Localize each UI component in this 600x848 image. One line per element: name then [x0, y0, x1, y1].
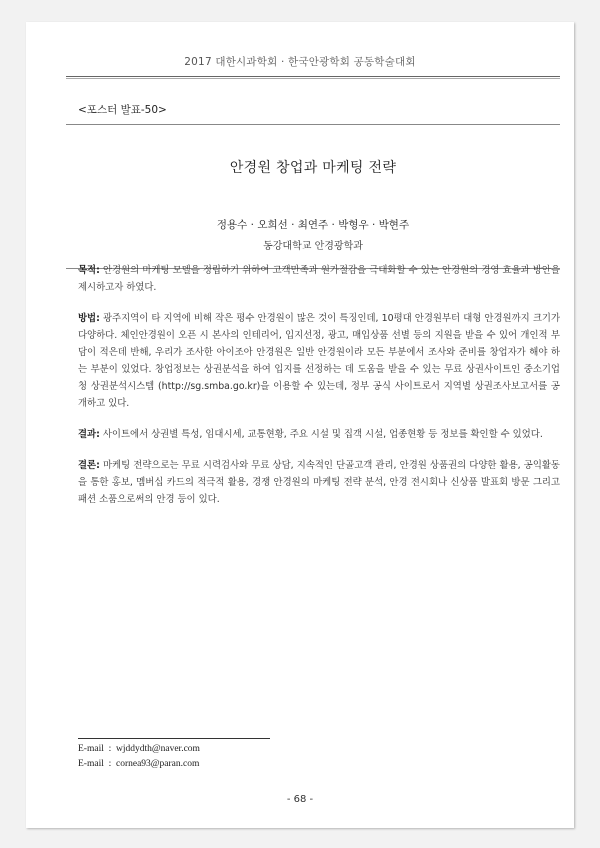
running-header: 2017 대한시과학회 · 한국안광학회 공동학술대회 — [184, 56, 416, 68]
article-affiliation: 동강대학교 안경광학과 — [263, 241, 363, 252]
section-conclusion — [78, 457, 560, 508]
section-text: 광주지역이 타 지역에 비해 작은 평수 안경원이 많은 것이 특징인데, 10평대 안경원부터 대형 안경원까지 크기가 다양하다. 체인안경원이 오픈 시 본사의 인테리어, 입지선정, 광고, 매입상품 선별 등의 지원을 받을 수 있어 개인적 부담이 적은데 반해, 우리가 조사한 아이조아 안경원은 일반 안경원이라 모든 부분에서 조사와 준비를 창업자가 해야 하는 부분이 있었다. 창업정보는 상권분석을 하여 입지를 선정하는 데 도움을 받을 수 있는 무료 상권사이트인 중소기업청 상권분석시스템 (http://sg.smba.go.kr)을 이용할 수 있는데, 정부 공식 사이트로서 지역별 상권조사보고서를 공개하고 있다. — [78, 313, 560, 409]
section-method — [78, 310, 560, 412]
footnotes — [78, 742, 200, 772]
section-results — [78, 426, 560, 443]
footnote-divider — [78, 738, 270, 739]
abstract-body — [78, 262, 560, 522]
section-text: 사이트에서 상권별 특성, 임대시세, 교통현황, 주요 시설 및 집객 시설, 업종현황 등 정보를 확인할 수 있었다. — [99, 429, 543, 440]
header-divider — [66, 76, 560, 79]
section-label: 결과: — [78, 429, 100, 440]
footnote-email: E-mail : cornea93@paran.com — [78, 759, 200, 769]
article-title: 안경원 창업과 마케팅 전략 — [229, 160, 397, 176]
page-number: - 68 - — [286, 794, 314, 805]
article-authors: 정용수 · 오희선 · 최연주 · 박형우 · 박현주 — [216, 219, 410, 231]
section-label: 결론: — [78, 460, 100, 471]
section-label: 방법: — [78, 313, 100, 324]
section-label: 목적: — [78, 265, 100, 276]
poster-label: <포스터 발표-50> — [78, 104, 167, 116]
document-page — [26, 22, 574, 828]
section-text: 마케팅 전략으로는 무료 시력검사와 무료 상담, 지속적인 단골고객 관리, 안경원 상품권의 다양한 활용, 공익활동을 통한 홍보, 멤버십 카드의 적극적 활용, 경쟁 안경원의 마케팅 전략 분석, 안경 전시회나 신상품 발표회 방문 그리고 패션 소품으로써의 안경 등이 있다. — [78, 460, 560, 505]
footnote-email: E-mail : wjddydth@naver.com — [78, 744, 200, 754]
section-text: 안경원의 마케팅 모델을 정립하기 위하여 고객만족과 원가절감을 극대화할 수 있는 안경원의 경영 효율과 방안을 제시하고자 하였다. — [78, 265, 560, 293]
title-block — [66, 124, 560, 269]
section-purpose — [78, 262, 560, 296]
